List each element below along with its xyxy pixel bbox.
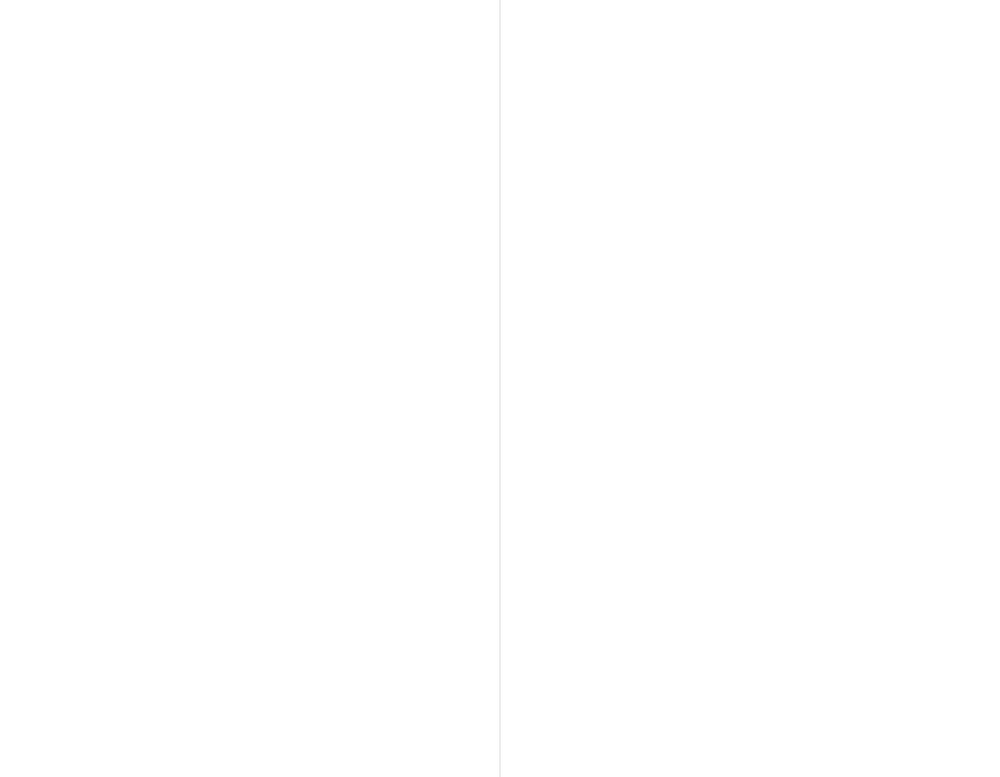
right-page (500, 0, 1000, 777)
left-toc-column (66, 56, 452, 80)
